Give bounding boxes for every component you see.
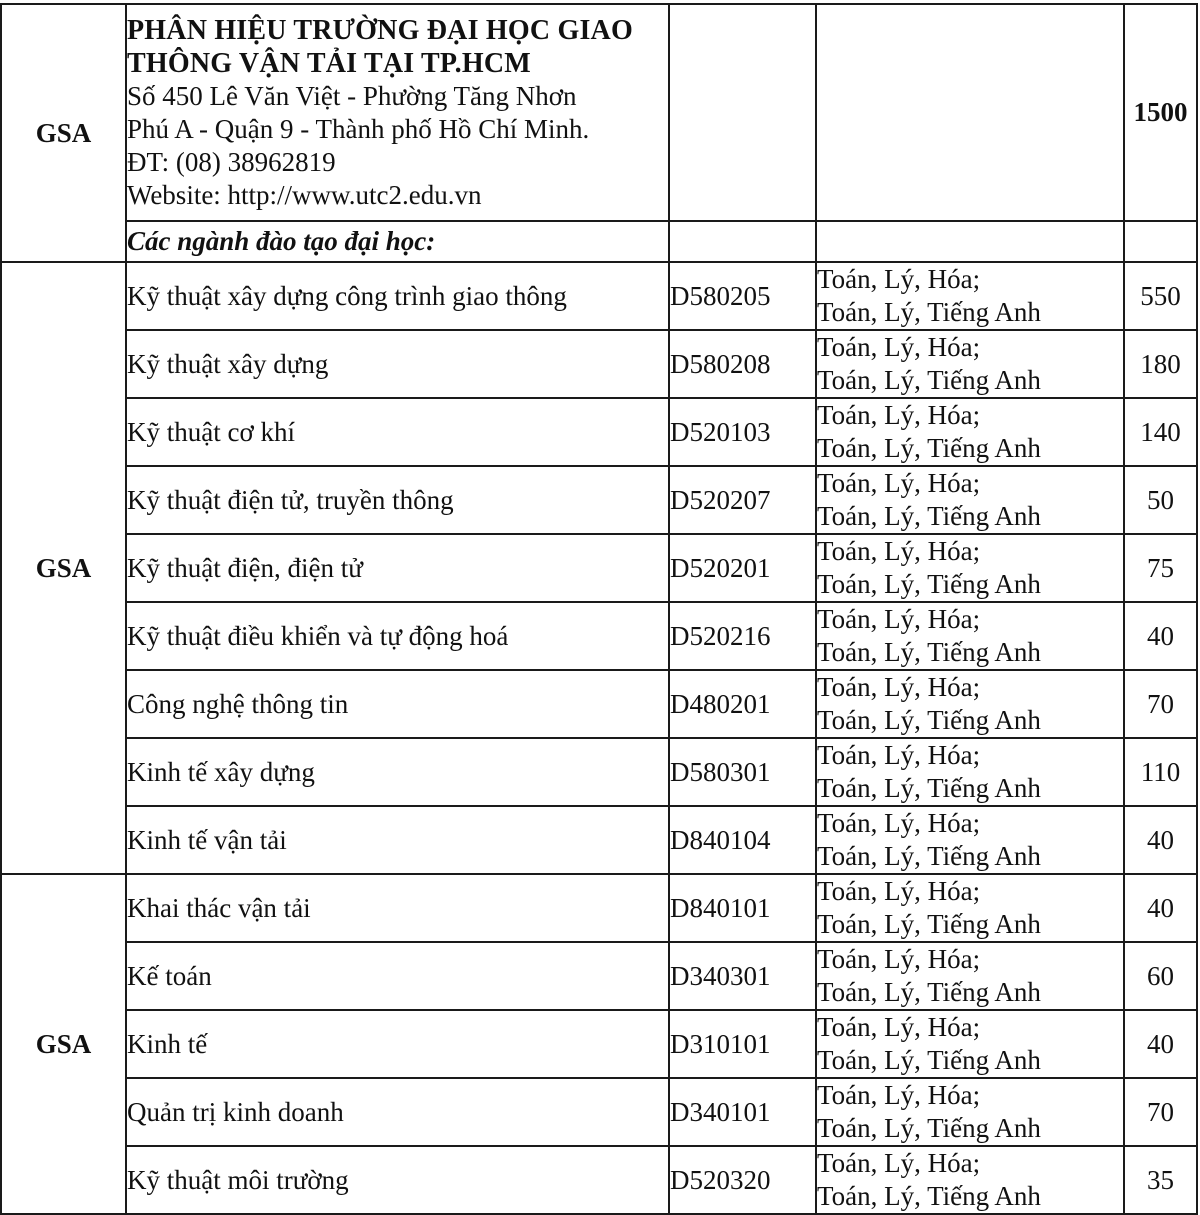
major-code: D520320 <box>669 1146 816 1214</box>
major-code: D340101 <box>669 1078 816 1146</box>
empty-cell <box>1124 221 1197 262</box>
quota: 110 <box>1124 738 1197 806</box>
major-code: D840101 <box>669 874 816 942</box>
group-school-code: GSA <box>1 874 126 1214</box>
major-code: D340301 <box>669 942 816 1010</box>
subject-combinations <box>816 806 1124 874</box>
subjects-line1: Toán, Lý, Hóa; <box>817 468 981 498</box>
table-row <box>1 398 1197 466</box>
subjects-line1: Toán, Lý, Hóa; <box>817 1148 981 1178</box>
quota: 60 <box>1124 942 1197 1010</box>
subject-combinations <box>816 738 1124 806</box>
quota: 40 <box>1124 806 1197 874</box>
subject-combinations <box>816 398 1124 466</box>
programs-heading: Các ngành đào tạo đại học: <box>126 221 669 262</box>
quota: 75 <box>1124 534 1197 602</box>
subject-combinations <box>816 1010 1124 1078</box>
quota: 40 <box>1124 874 1197 942</box>
subject-combinations <box>816 466 1124 534</box>
subjects-line1: Toán, Lý, Hóa; <box>817 1080 981 1110</box>
table-row <box>1 942 1197 1010</box>
quota: 70 <box>1124 670 1197 738</box>
school-website: Website: http://www.utc2.edu.vn <box>127 179 482 210</box>
subjects-line2: Toán, Lý, Tiếng Anh <box>817 1045 1041 1075</box>
table-row <box>1 602 1197 670</box>
subjects-line2: Toán, Lý, Tiếng Anh <box>817 1181 1041 1211</box>
subjects-line2: Toán, Lý, Tiếng Anh <box>817 637 1041 667</box>
major-code: D840104 <box>669 806 816 874</box>
major-name: Kỹ thuật xây dựng công trình giao thông <box>126 262 669 330</box>
subjects-line1: Toán, Lý, Hóa; <box>817 1012 981 1042</box>
quota: 40 <box>1124 1010 1197 1078</box>
subject-combinations <box>816 874 1124 942</box>
school-name-line2: THÔNG VẬN TẢI TẠI TP.HCM <box>127 47 531 79</box>
major-name: Kỹ thuật điện, điện tử <box>126 534 669 602</box>
table-row <box>1 466 1197 534</box>
table-row <box>1 670 1197 738</box>
programs-heading-row <box>1 221 1197 262</box>
quota: 550 <box>1124 262 1197 330</box>
major-code: D580208 <box>669 330 816 398</box>
group-school-code: GSA <box>1 262 126 874</box>
table-row <box>1 874 1197 942</box>
subjects-line2: Toán, Lý, Tiếng Anh <box>817 841 1041 871</box>
major-name: Quản trị kinh doanh <box>126 1078 669 1146</box>
subjects-line1: Toán, Lý, Hóa; <box>817 536 981 566</box>
major-name: Khai thác vận tải <box>126 874 669 942</box>
subjects-line2: Toán, Lý, Tiếng Anh <box>817 705 1041 735</box>
table-row <box>1 262 1197 330</box>
empty-cell <box>816 221 1124 262</box>
major-code: D310101 <box>669 1010 816 1078</box>
subjects-line2: Toán, Lý, Tiếng Anh <box>817 365 1041 395</box>
quota: 140 <box>1124 398 1197 466</box>
school-header-row <box>1 4 1197 221</box>
school-total-quota: 1500 <box>1124 4 1197 221</box>
subjects-line1: Toán, Lý, Hóa; <box>817 876 981 906</box>
major-name: Kỹ thuật điện tử, truyền thông <box>126 466 669 534</box>
major-name: Công nghệ thông tin <box>126 670 669 738</box>
subject-combinations <box>816 670 1124 738</box>
subject-combinations <box>816 1078 1124 1146</box>
subjects-line1: Toán, Lý, Hóa; <box>817 944 981 974</box>
table-row <box>1 738 1197 806</box>
major-name: Kế toán <box>126 942 669 1010</box>
subject-combinations <box>816 262 1124 330</box>
quota: 50 <box>1124 466 1197 534</box>
major-code: D520207 <box>669 466 816 534</box>
subjects-line1: Toán, Lý, Hóa; <box>817 740 981 770</box>
major-code: D520216 <box>669 602 816 670</box>
empty-cell <box>669 221 816 262</box>
subject-combinations <box>816 1146 1124 1214</box>
school-address-line1: Số 450 Lê Văn Việt - Phường Tăng Nhơn <box>127 80 577 111</box>
subjects-line2: Toán, Lý, Tiếng Anh <box>817 433 1041 463</box>
school-info <box>126 4 669 221</box>
subject-combinations <box>816 330 1124 398</box>
major-code: D580205 <box>669 262 816 330</box>
major-name: Kinh tế xây dựng <box>126 738 669 806</box>
subjects-line1: Toán, Lý, Hóa; <box>817 400 981 430</box>
subjects-line1: Toán, Lý, Hóa; <box>817 604 981 634</box>
major-name: Kỹ thuật điều khiển và tự động hoá <box>126 602 669 670</box>
subjects-line2: Toán, Lý, Tiếng Anh <box>817 977 1041 1007</box>
school-address-line2: Phú A - Quận 9 - Thành phố Hồ Chí Minh. <box>127 113 590 144</box>
subjects-line1: Toán, Lý, Hóa; <box>817 332 981 362</box>
table-row <box>1 534 1197 602</box>
subjects-line2: Toán, Lý, Tiếng Anh <box>817 569 1041 599</box>
major-code: D520201 <box>669 534 816 602</box>
quota: 35 <box>1124 1146 1197 1214</box>
school-code: GSA <box>1 4 126 262</box>
table-row <box>1 1078 1197 1146</box>
subject-combinations <box>816 602 1124 670</box>
quota: 180 <box>1124 330 1197 398</box>
quota: 70 <box>1124 1078 1197 1146</box>
school-phone: ĐT: (08) 38962819 <box>127 146 336 177</box>
subjects-line2: Toán, Lý, Tiếng Anh <box>817 1113 1041 1143</box>
subjects-line1: Toán, Lý, Hóa; <box>817 672 981 702</box>
admission-table <box>0 3 1198 1215</box>
table-row <box>1 330 1197 398</box>
major-name: Kỹ thuật xây dựng <box>126 330 669 398</box>
major-name: Kinh tế <box>126 1010 669 1078</box>
subjects-line2: Toán, Lý, Tiếng Anh <box>817 501 1041 531</box>
subjects-line1: Toán, Lý, Hóa; <box>817 264 981 294</box>
major-name: Kỹ thuật môi trường <box>126 1146 669 1214</box>
subjects-line1: Toán, Lý, Hóa; <box>817 808 981 838</box>
subject-combinations <box>816 534 1124 602</box>
quota: 40 <box>1124 602 1197 670</box>
major-name: Kinh tế vận tải <box>126 806 669 874</box>
subject-combinations <box>816 942 1124 1010</box>
major-code: D520103 <box>669 398 816 466</box>
admission-table-body <box>1 4 1197 1214</box>
table-row <box>1 806 1197 874</box>
empty-subjects-cell <box>816 4 1124 221</box>
major-code: D580301 <box>669 738 816 806</box>
subjects-line2: Toán, Lý, Tiếng Anh <box>817 773 1041 803</box>
table-row <box>1 1010 1197 1078</box>
empty-major-code-cell <box>669 4 816 221</box>
school-name-line1: PHÂN HIỆU TRƯỜNG ĐẠI HỌC GIAO <box>127 14 633 46</box>
subjects-line2: Toán, Lý, Tiếng Anh <box>817 909 1041 939</box>
major-code: D480201 <box>669 670 816 738</box>
subjects-line2: Toán, Lý, Tiếng Anh <box>817 297 1041 327</box>
major-name: Kỹ thuật cơ khí <box>126 398 669 466</box>
table-row <box>1 1146 1197 1214</box>
